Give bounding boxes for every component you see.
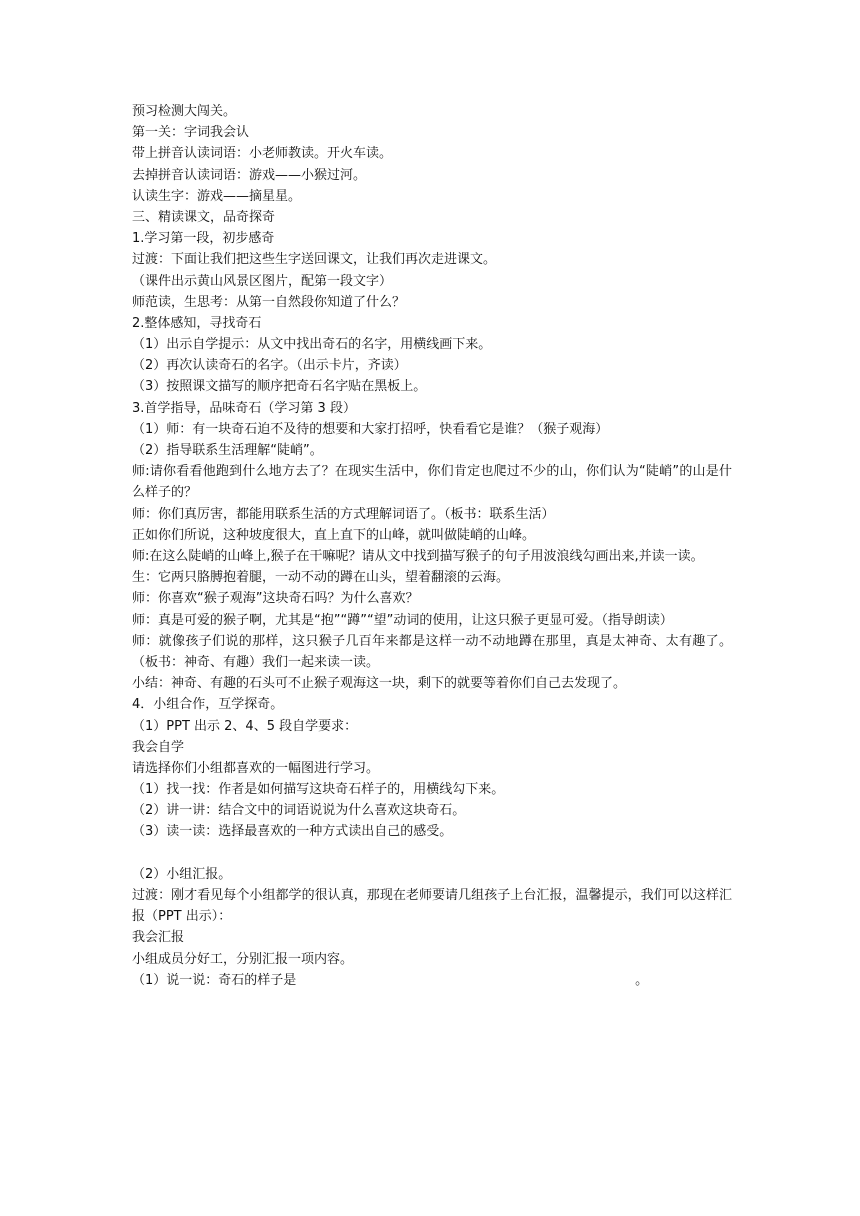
text-line: （1）说一说：奇石的样子是 。 xyxy=(132,972,649,988)
text-line: 正如你们所说，这种坡度很大，直上直下的山峰，就叫做陡峭的山峰。 xyxy=(132,527,536,543)
text-line: 师：你们真厉害，都能用联系生活的方式理解词语了。（板书：联系生活） xyxy=(132,506,555,522)
text-line: （3）读一读：选择最喜欢的一种方式读出自己的感受。 xyxy=(132,824,453,840)
text-line: 去掉拼音认读词语：游戏——小猴过河。 xyxy=(132,167,367,183)
text-line: 带上拼音认读词语：小老师教读。开火车读。 xyxy=(132,146,393,162)
text-line: （课件出示黄山风景区图片，配第一段文字） xyxy=(132,273,393,289)
text-line: 小组成员分好工，分别汇报一项内容。 xyxy=(132,951,354,967)
text-line: 师：你喜欢“猴子观海”这块奇石吗？为什么喜欢？ xyxy=(132,591,419,607)
subsection-heading: 4．小组合作，互学探奇。 xyxy=(132,697,284,713)
text-line: （2）小组汇报。 xyxy=(132,866,232,882)
text-paragraph: 过渡：刚才看见每个小组都学的很认真，那现在老师要请几组孩子上台汇报，温馨提示，我们可以这样汇报（PPT 出示）： xyxy=(132,888,732,925)
text-line: 生：它两只胳膊抱着腿，一动不动的蹲在山头，望着翻滚的云海。 xyxy=(132,570,510,586)
text-line: 小结：神奇、有趣的石头可不止猴子观海这一块，剩下的就要等着你们自己去发现了。 xyxy=(132,676,627,692)
text-line: （3）按照课文描写的顺序把奇石名字贴在黑板上。 xyxy=(132,379,427,395)
text-line: 我会汇报 xyxy=(132,930,185,946)
text-line: （2）指导联系生活理解“陡峭”。 xyxy=(132,443,323,458)
text-line: 第一关：字词我会认 xyxy=(132,125,250,141)
text-line: 我会自学 xyxy=(132,739,185,755)
text-line: 过渡：下面让我们把这些生字送回课文，让我们再次走进课文。 xyxy=(132,252,497,268)
text-paragraph: 师：就像孩子们说的那样，这只猴子几百年来都是这样一动不动地蹲在那里，真是太神奇、太有趣了。（板书：神奇、有趣）我们一起来读一读。 xyxy=(132,633,732,670)
text-line: 请选择你们小组都喜欢的一幅图进行学习。 xyxy=(132,760,380,776)
subsection-heading: 1.学习第一段，初步感奇 xyxy=(132,231,275,247)
text-line: （1）师：有一块奇石迫不及待的想要和大家打招呼，快看看它是谁？（猴子观海） xyxy=(132,421,609,437)
text-line: （2）讲一讲：结合文中的词语说说为什么喜欢这块奇石。 xyxy=(132,803,466,819)
text-line: （1）出示自学提示：从文中找出奇石的名字，用横线画下来。 xyxy=(132,337,492,353)
subsection-heading: 2.整体感知，寻找奇石 xyxy=(132,315,262,331)
text-line: 预习检测大闯关。 xyxy=(132,104,237,119)
text-line: （2）再次认读奇石的名字。（出示卡片，齐读） xyxy=(132,358,407,374)
text-line: （1）找一找：作者是如何描写这块奇石样子的，用横线勾下来。 xyxy=(132,782,505,798)
subsection-heading: 3.首学指导，品味奇石（学习第 3 段） xyxy=(132,400,356,416)
text-line: （1）PPT 出示 2、4、5 段自学要求： xyxy=(132,718,358,734)
blank-line xyxy=(132,843,732,864)
text-line: 认读生字：游戏——摘星星。 xyxy=(132,188,302,204)
text-paragraph: 师:请你看看他跑到什么地方去了？在现实生活中，你们肯定也爬过不少的山，你们认为“陡峭”的山是什么样子的？ xyxy=(132,464,732,501)
section-heading: 三、精读课文，品奇探奇 xyxy=(132,209,276,225)
text-paragraph: 师：真是可爱的猴子啊，尤其是“抱”“蹲”“望”动词的使用，让这只猴子更显可爱。（指导朗读） xyxy=(132,612,673,628)
text-line: 师范读，生思考：从第一自然段你知道了什么？ xyxy=(132,294,406,310)
text-paragraph: 师:在这么陡峭的山峰上,猴子在干嘛呢？请从文中找到描写猴子的句子用波浪线勾画出来,并读一读。 xyxy=(132,548,704,564)
document-body xyxy=(132,101,732,991)
